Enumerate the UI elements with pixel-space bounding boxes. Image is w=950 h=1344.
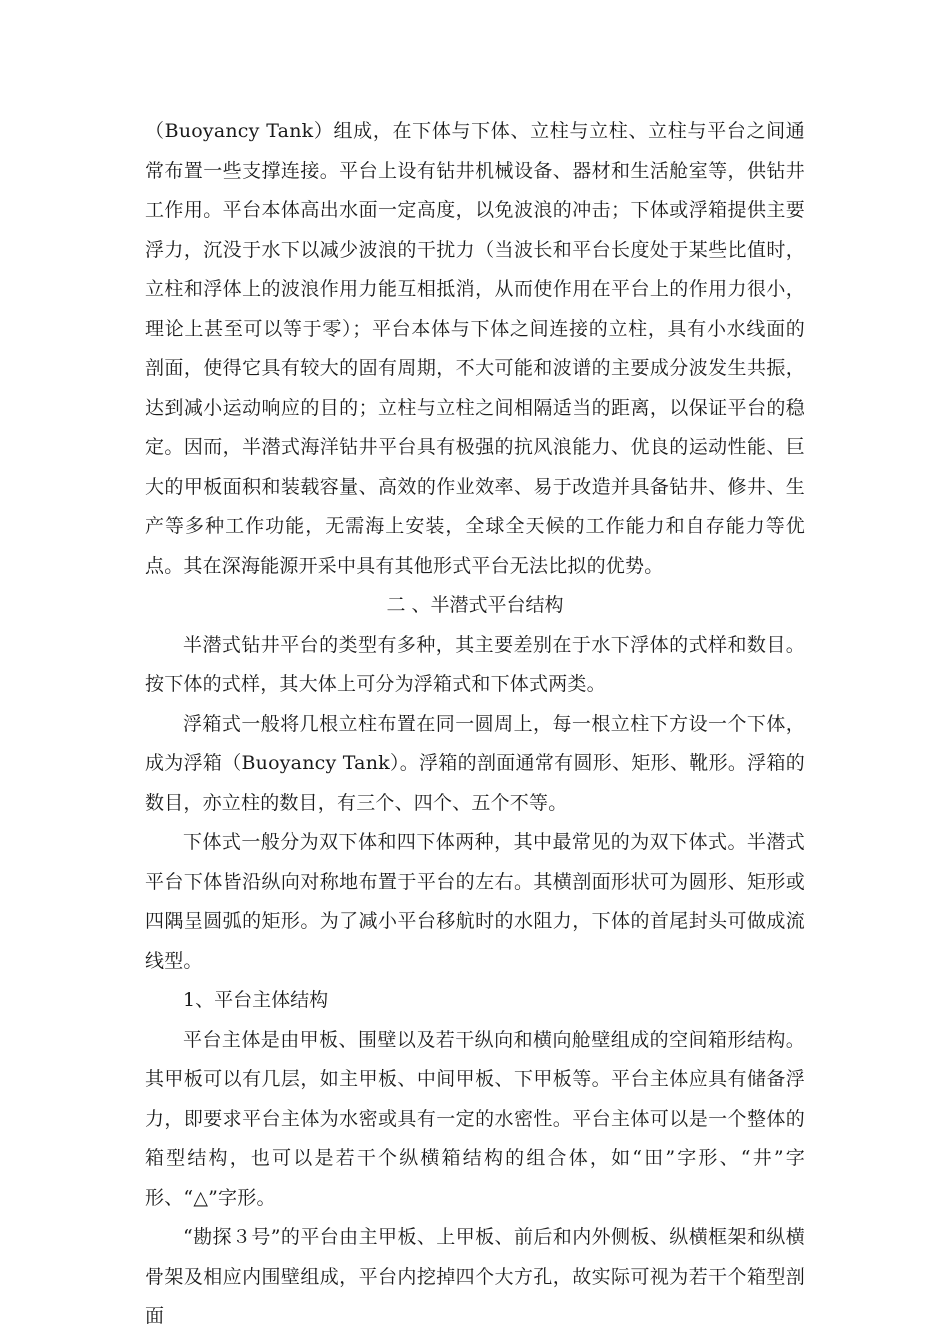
body-paragraph-buoyancy-tank: 浮箱式一般将几根立柱布置在同一圆周上，每一根立柱下方设一个下体，成为浮箱（Buoyancy Tank）。浮箱的剖面通常有圆形、矩形、靴形。浮箱的数目，亦立柱的数目，有三个、四个、五个不等。 <box>145 712 805 814</box>
subsection-heading: 1、平台主体结构 <box>183 989 329 1011</box>
body-paragraph-types: 半潜式钻井平台的类型有多种，其主要差别在于水下浮体的式样和数目。按下体的式样，其大体上可分为浮箱式和下体式两类。 <box>145 633 805 695</box>
body-paragraph-main-structure: 平台主体是由甲板、围壁以及若干纵向和横向舱壁组成的空间箱形结构。其甲板可以有几层，如主甲板、中间甲板、下甲板等。平台主体应具有储备浮力，即要求平台主体为水密或具有一定的水密性。平台主体可以是一个整体的箱型结构，也可以是若干个纵横箱结构的组合体，如“田”字形、“井”字形、“△”字形。 <box>145 1028 805 1209</box>
section-heading: 二 、半潜式平台结构 <box>386 594 564 616</box>
document-page <box>145 112 805 1337</box>
body-paragraph-lower-hull: 下体式一般分为双下体和四下体两种，其中最常见的为双下体式。半潜式平台下体皆沿纵向对称地布置于平台的左右。其横剖面形状可为圆形、矩形或四隅呈圆弧的矩形。为了减小平台移航时的水阻力，下体的首尾封头可做成流线型。 <box>145 831 805 972</box>
body-paragraph-kantan3: “勘探３号”的平台由主甲板、上甲板、前后和内外侧板、纵横框架和纵横骨架及相应内围壁组成，平台内挖掉四个大方孔，故实际可视为若干个箱型剖面 <box>145 1226 805 1327</box>
body-paragraph-intro: （Buoyancy Tank）组成，在下体与下体、立柱与立柱、立柱与平台之间通常布置一些支撑连接。平台上设有钻井机械设备、器材和生活舱室等，供钻井工作用。平台本体高出水面一定高度，以免波浪的冲击；下体或浮箱提供主要浮力，沉没于水下以减少波浪的干扰力（当波长和平台长度处于某些比值时，立柱和浮体上的波浪作用力能互相抵消，从而使作用在平台上的作用力很小，理论上甚至可以等于零）；平台本体与下体之间连接的立柱，具有小水线面的剖面，使得它具有较大的固有周期，不大可能和波谱的主要成分波发生共振，达到减小运动响应的目的；立柱与立柱之间相隔适当的距离，以保证平台的稳定。因而，半潜式海洋钻井平台具有极强的抗风浪能力、优良的运动性能、巨大的甲板面积和装载容量、高效的作业效率、易于改造并具备钻井、修井、生产等多种工作功能，无需海上安装，全球全天候的工作能力和自存能力等优点。其在深海能源开采中具有其他形式平台无法比拟的优势。 <box>145 120 805 577</box>
